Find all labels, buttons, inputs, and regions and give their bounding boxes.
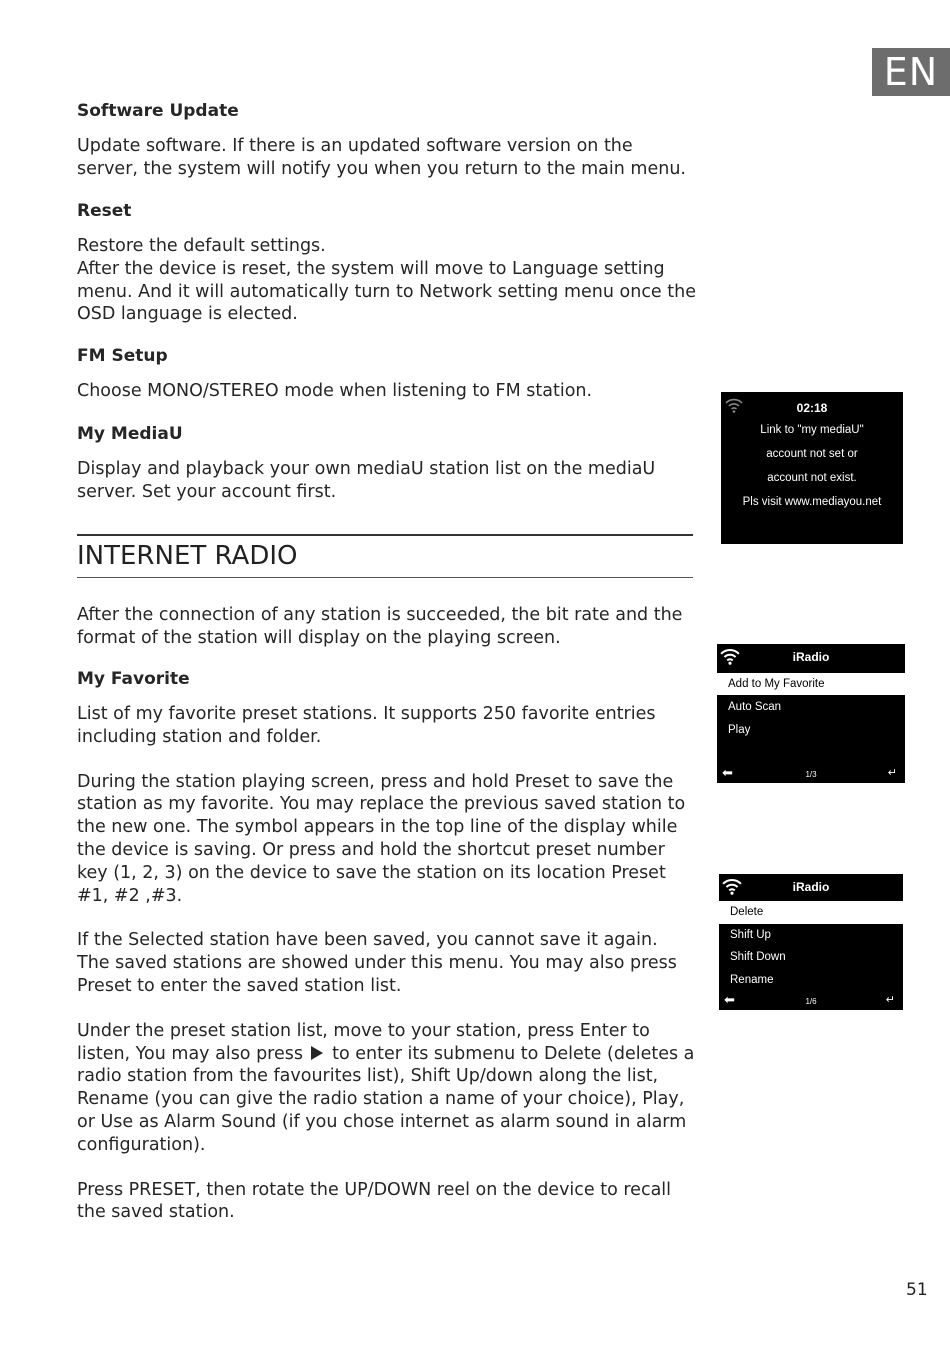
mediau-screen [721,392,903,544]
favorite-para-3: If the Selected station have been saved, you cannot save it again. The saved stations are showed under this menu. You may also press Preset to enter the saved station list. [77,930,677,996]
internet-radio-intro [77,604,697,650]
menu-item-auto-scan[interactable]: Auto Scan [728,701,782,713]
back-arrow-icon: ⬅ [722,765,733,780]
my-favorite-section [77,668,697,1224]
menu-item-shift-down[interactable]: Shift Down [730,951,786,963]
para4-part-b: to enter its submenu to Delete (deletes a radio station from the favourites list), Shift Up/down along the list, Rename (you can give the radio station a name of your choice), Play, or Use as Alarm Sound (if you chose internet as alarm sound in alarm configuration). [77,1043,695,1155]
intro-text: After the connection of any station is succeeded, the bit rate and the format of the station will display on the playing screen. [77,605,683,648]
favorite-para-2: During the station playing screen, press and hold Preset to save the station as my favorite. You may replace the previous saved station to the new one. The symbol appears in the top line of the display while the device is saving. Or press and hold the shortcut preset number key (1, 2, 3) on the device to save the station on its location Preset #1, #2 ,#3. [77,771,686,906]
reset-section [77,200,697,326]
section-rule-bottom [77,577,693,578]
enter-icon: ↵ [885,994,895,1006]
internet-radio-heading: INTERNET RADIO [77,541,298,571]
my-mediau-text: Display and playback your own mediaU station list on the mediaU server. Set your account first. [77,459,656,502]
page-indicator: 1/3 [805,770,817,779]
software-update-text: Update software. If there is an updated software version on the server, the system will notify you when you return to the main menu. [77,136,686,179]
favorite-para-5: Press PRESET, then rotate the UP/DOWN reel on the device to recall the saved station. [77,1179,672,1223]
message-line-1: Link to "my mediaU" [760,424,864,436]
favorite-para-1: List of my favorite preset stations. It supports 250 favorite entries including station and folder. [77,704,656,747]
menu-item-add-to-my-favorite[interactable]: Add to My Favorite [717,673,905,695]
section-rule-top [77,534,693,536]
message-line-2: account not set or [766,448,858,460]
favorite-para-4 [77,1020,697,1157]
message-line-4: Pls visit www.mediayou.net [742,496,882,508]
iradio-delete-screen [719,874,903,1010]
reset-text: Restore the default settings. After the device is reset, the system will move to Language setting menu. And it will automatically turn to Network setting menu once the OSD language is elected. [77,236,696,325]
software-update-section [77,100,697,181]
screen-title: iRadio [792,650,830,664]
iradio-add-favorite-screen [717,644,905,783]
fm-setup-text: Choose MONO/STEREO mode when listening to FM station. [77,381,593,401]
back-arrow-icon: ⬅ [724,992,735,1007]
fm-setup-heading: FM Setup [77,346,168,366]
clock-time: 02:18 [796,401,828,415]
page-indicator: 1/6 [805,997,817,1006]
menu-item-rename[interactable]: Rename [730,974,774,986]
para4-part-a: Under the preset station list, move to your station, press Enter to listen, You may also press [77,1020,650,1064]
screen-header [719,874,903,900]
menu-item-shift-up[interactable]: Shift Up [730,929,771,941]
menu-item-delete[interactable]: Delete [719,901,903,924]
play-triangle-icon [311,1046,323,1060]
reset-heading: Reset [77,201,132,221]
my-mediau-heading: My MediaU [77,424,183,444]
fm-setup-section [77,345,697,403]
software-update-heading: Software Update [77,101,239,121]
screen-header [717,644,905,671]
page-number: 51 [906,1280,928,1300]
screen-title: iRadio [792,880,830,894]
my-favorite-heading: My Favorite [77,669,190,689]
enter-icon: ↵ [887,767,897,779]
language-tab: EN [872,48,950,96]
message-line-3: account not exist. [767,472,857,484]
my-mediau-section [77,423,697,504]
menu-item-play[interactable]: Play [728,724,751,736]
